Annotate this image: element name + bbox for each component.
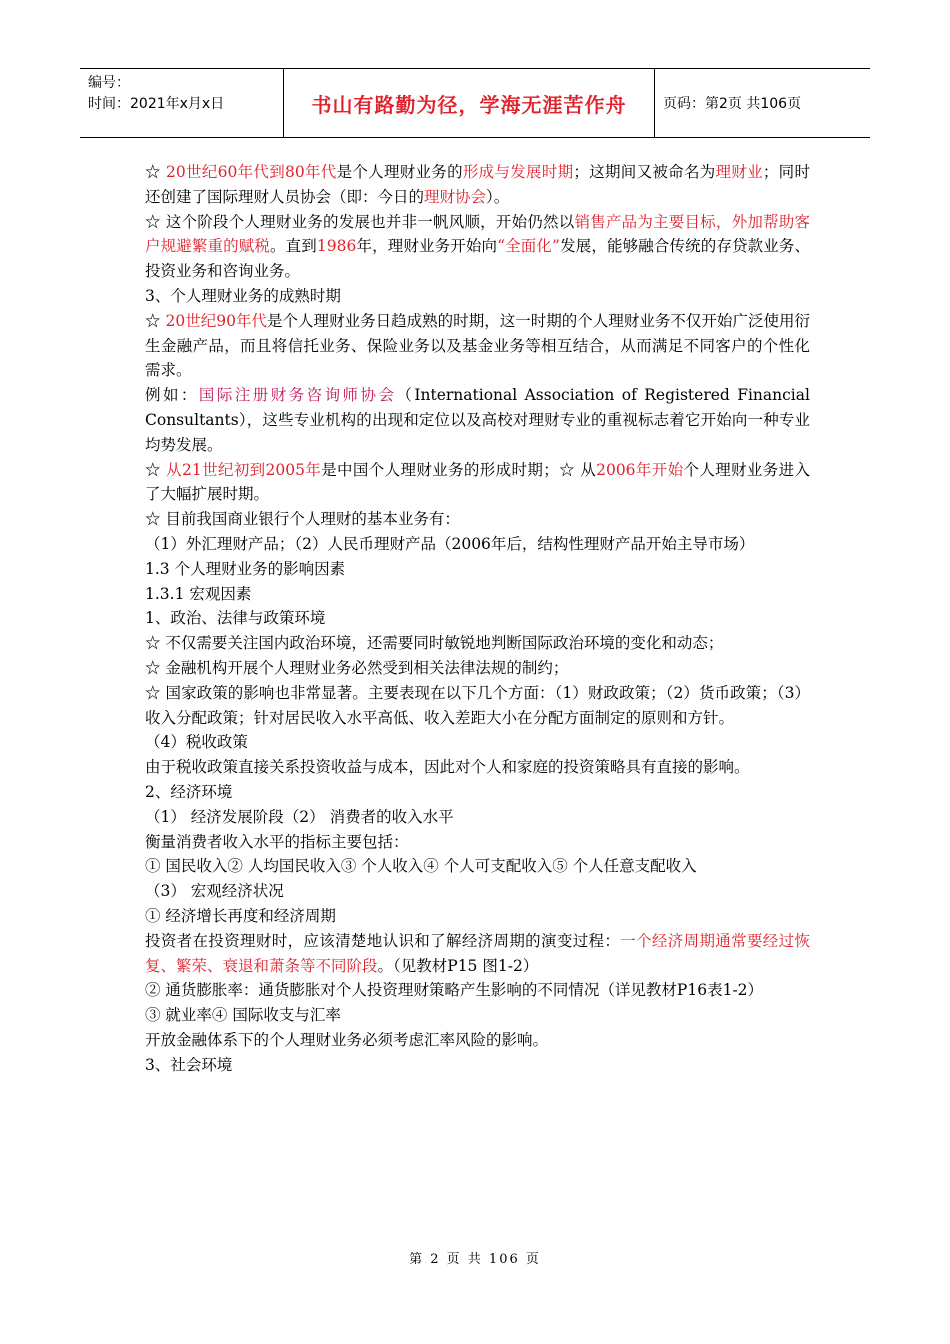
paragraph: ☆ 金融机构开展个人理财业务必然受到相关法律法规的制约；: [145, 658, 569, 677]
star-bullet: ☆: [145, 163, 167, 181]
paragraph: [145, 383, 810, 457]
organization-name: 国际注册财务咨询师协会: [198, 386, 397, 405]
paragraph: （1） 经济发展阶段（2） 消费者的收入水平: [145, 807, 454, 826]
body-text: 投资者在投资理财时，应该清楚地认识和了解经济周期的演变过程：: [145, 931, 621, 950]
body-text: 年，理财业务开始向: [356, 237, 498, 256]
star-bullet: ☆: [145, 460, 167, 479]
page-footer: [0, 1248, 950, 1267]
document-body: [145, 160, 810, 1077]
highlight-text: 20世纪90年代: [165, 311, 268, 330]
section-heading: 1.3 个人理财业务的影响因素: [145, 559, 346, 578]
body-text: 是个人理财业务的: [336, 163, 463, 181]
body-text: 是个人理财业务日趋成熟的时期，这一时期的个人理财业务不仅开始广泛使用衍生金融产品，而且将信托业务、保险业务以及基金业务等相互结合，从而满足不同客户的个性化需求。: [145, 311, 810, 380]
paragraph: （3） 宏观经济状况: [145, 882, 284, 901]
header-motto-cell: [283, 69, 655, 137]
highlight-text: 理财协会: [424, 187, 487, 206]
body-text: 是中国个人理财业务的形成时期；☆ 从: [321, 460, 597, 479]
header-meta-cell: [80, 69, 283, 137]
header-motto: 书山有路勤为径，学海无涯苦作舟: [311, 92, 627, 117]
section-heading: 3、个人理财业务的成熟时期: [145, 286, 341, 305]
body-text: 这个阶段个人理财业务的发展也并非一帆风顺，开始仍然以: [165, 212, 575, 231]
highlight-text: “全面化”: [497, 237, 560, 256]
document-number-label: 编号：: [88, 75, 130, 91]
paragraph: 开放金融体系下的个人理财业务必须考虑汇率风险的影响。: [145, 1030, 549, 1049]
paragraph: 由于税收政策直接关系投资收益与成本，因此对个人和家庭的投资策略具有直接的影响。: [145, 758, 750, 777]
highlight-text: 1986: [316, 237, 357, 256]
body-text: （International Association of Registered Financial Consultants），这些专业机构的出现和定位以及高校对理财专业的重视标志着它开始向一种专业均势发展。: [145, 386, 810, 454]
paragraph: （4）税收政策: [145, 733, 248, 752]
paragraph: ③ 就业率④ 国际收支与汇率: [145, 1006, 341, 1025]
paragraph: ② 通货膨胀率：通货膨胀对个人投资理财策略产生影响的不同情况（详见教材P16表1-2）: [145, 981, 764, 1000]
highlight-text: 2006年开始: [596, 460, 684, 479]
section-heading: 1、政治、法律与政策环境: [145, 609, 326, 628]
highlight-text: 理财业: [715, 163, 763, 181]
paragraph: [145, 210, 810, 284]
paragraph: ① 国民收入② 人均国民收入③ 个人收入④ 个人可支配收入⑤ 个人任意支配收入: [145, 857, 697, 876]
star-bullet: ☆: [145, 212, 166, 231]
body-text: 发展，能够融合传统的存贷款业务、投资业务和咨询业务。: [145, 237, 810, 281]
highlight-text: 从21世纪初到2005年: [166, 460, 322, 479]
paragraph: [145, 160, 810, 210]
section-heading: 3、社会环境: [145, 1055, 233, 1074]
header-page-cell: [655, 69, 870, 137]
paragraph: [145, 929, 810, 979]
paragraph: [145, 309, 810, 383]
paragraph: ☆ 国家政策的影响也非常显著。主要表现在以下几个方面：（1）财政政策；（2）货币政策；（3）收入分配政策；针对居民收入水平高低、收入差距大小在分配方面制定的原则和方针。: [145, 683, 810, 727]
header-page-info: 页码：第2页 共106页: [663, 96, 802, 112]
body-text: 例如：: [145, 386, 199, 405]
paragraph: ☆ 不仅需要关注国内政治环境，还需要同时敏锐地判断国际政治环境的变化和动态；: [145, 634, 724, 653]
page-header: [80, 68, 870, 138]
paragraph: （1）外汇理财产品；（2）人民币理财产品（2006年后，结构性理财产品开始主导市场）: [145, 534, 755, 553]
body-text: ）。: [486, 187, 510, 206]
footer-page-number: 第 2 页 共 106 页: [409, 1252, 541, 1267]
highlight-text: 形成与发展时期: [462, 163, 574, 181]
paragraph: ① 经济增长再度和经济周期: [145, 906, 336, 925]
highlight-text: 一个经济周期通常要经过恢复、繁荣、衰退和萧条等不同阶段: [145, 931, 810, 975]
body-text: 。（见教材P15 图1-2）: [377, 956, 539, 975]
document-date: 时间：2021年x月x日: [88, 96, 225, 112]
section-heading: 2、经济环境: [145, 782, 233, 801]
body-text: 个人理财业务进入了大幅扩展时期。: [145, 460, 810, 504]
body-text: ；这期间又被命名为: [573, 163, 716, 181]
body-text: ；同时还创建了国际理财人员协会（即：今日的: [145, 163, 810, 206]
paragraph: [145, 458, 810, 508]
paragraph: ☆ 目前我国商业银行个人理财的基本业务有：: [145, 510, 460, 529]
section-heading: 1.3.1 宏观因素: [145, 584, 252, 603]
paragraph: 衡量消费者收入水平的指标主要包括：: [145, 832, 409, 851]
star-bullet: ☆: [145, 311, 166, 330]
body-text: 。直到: [270, 237, 317, 256]
highlight-text: 20世纪60年代到80年代: [166, 163, 337, 181]
highlight-text: 销售产品为主要目标，外加帮助客户规避繁重的赋税: [145, 212, 810, 256]
